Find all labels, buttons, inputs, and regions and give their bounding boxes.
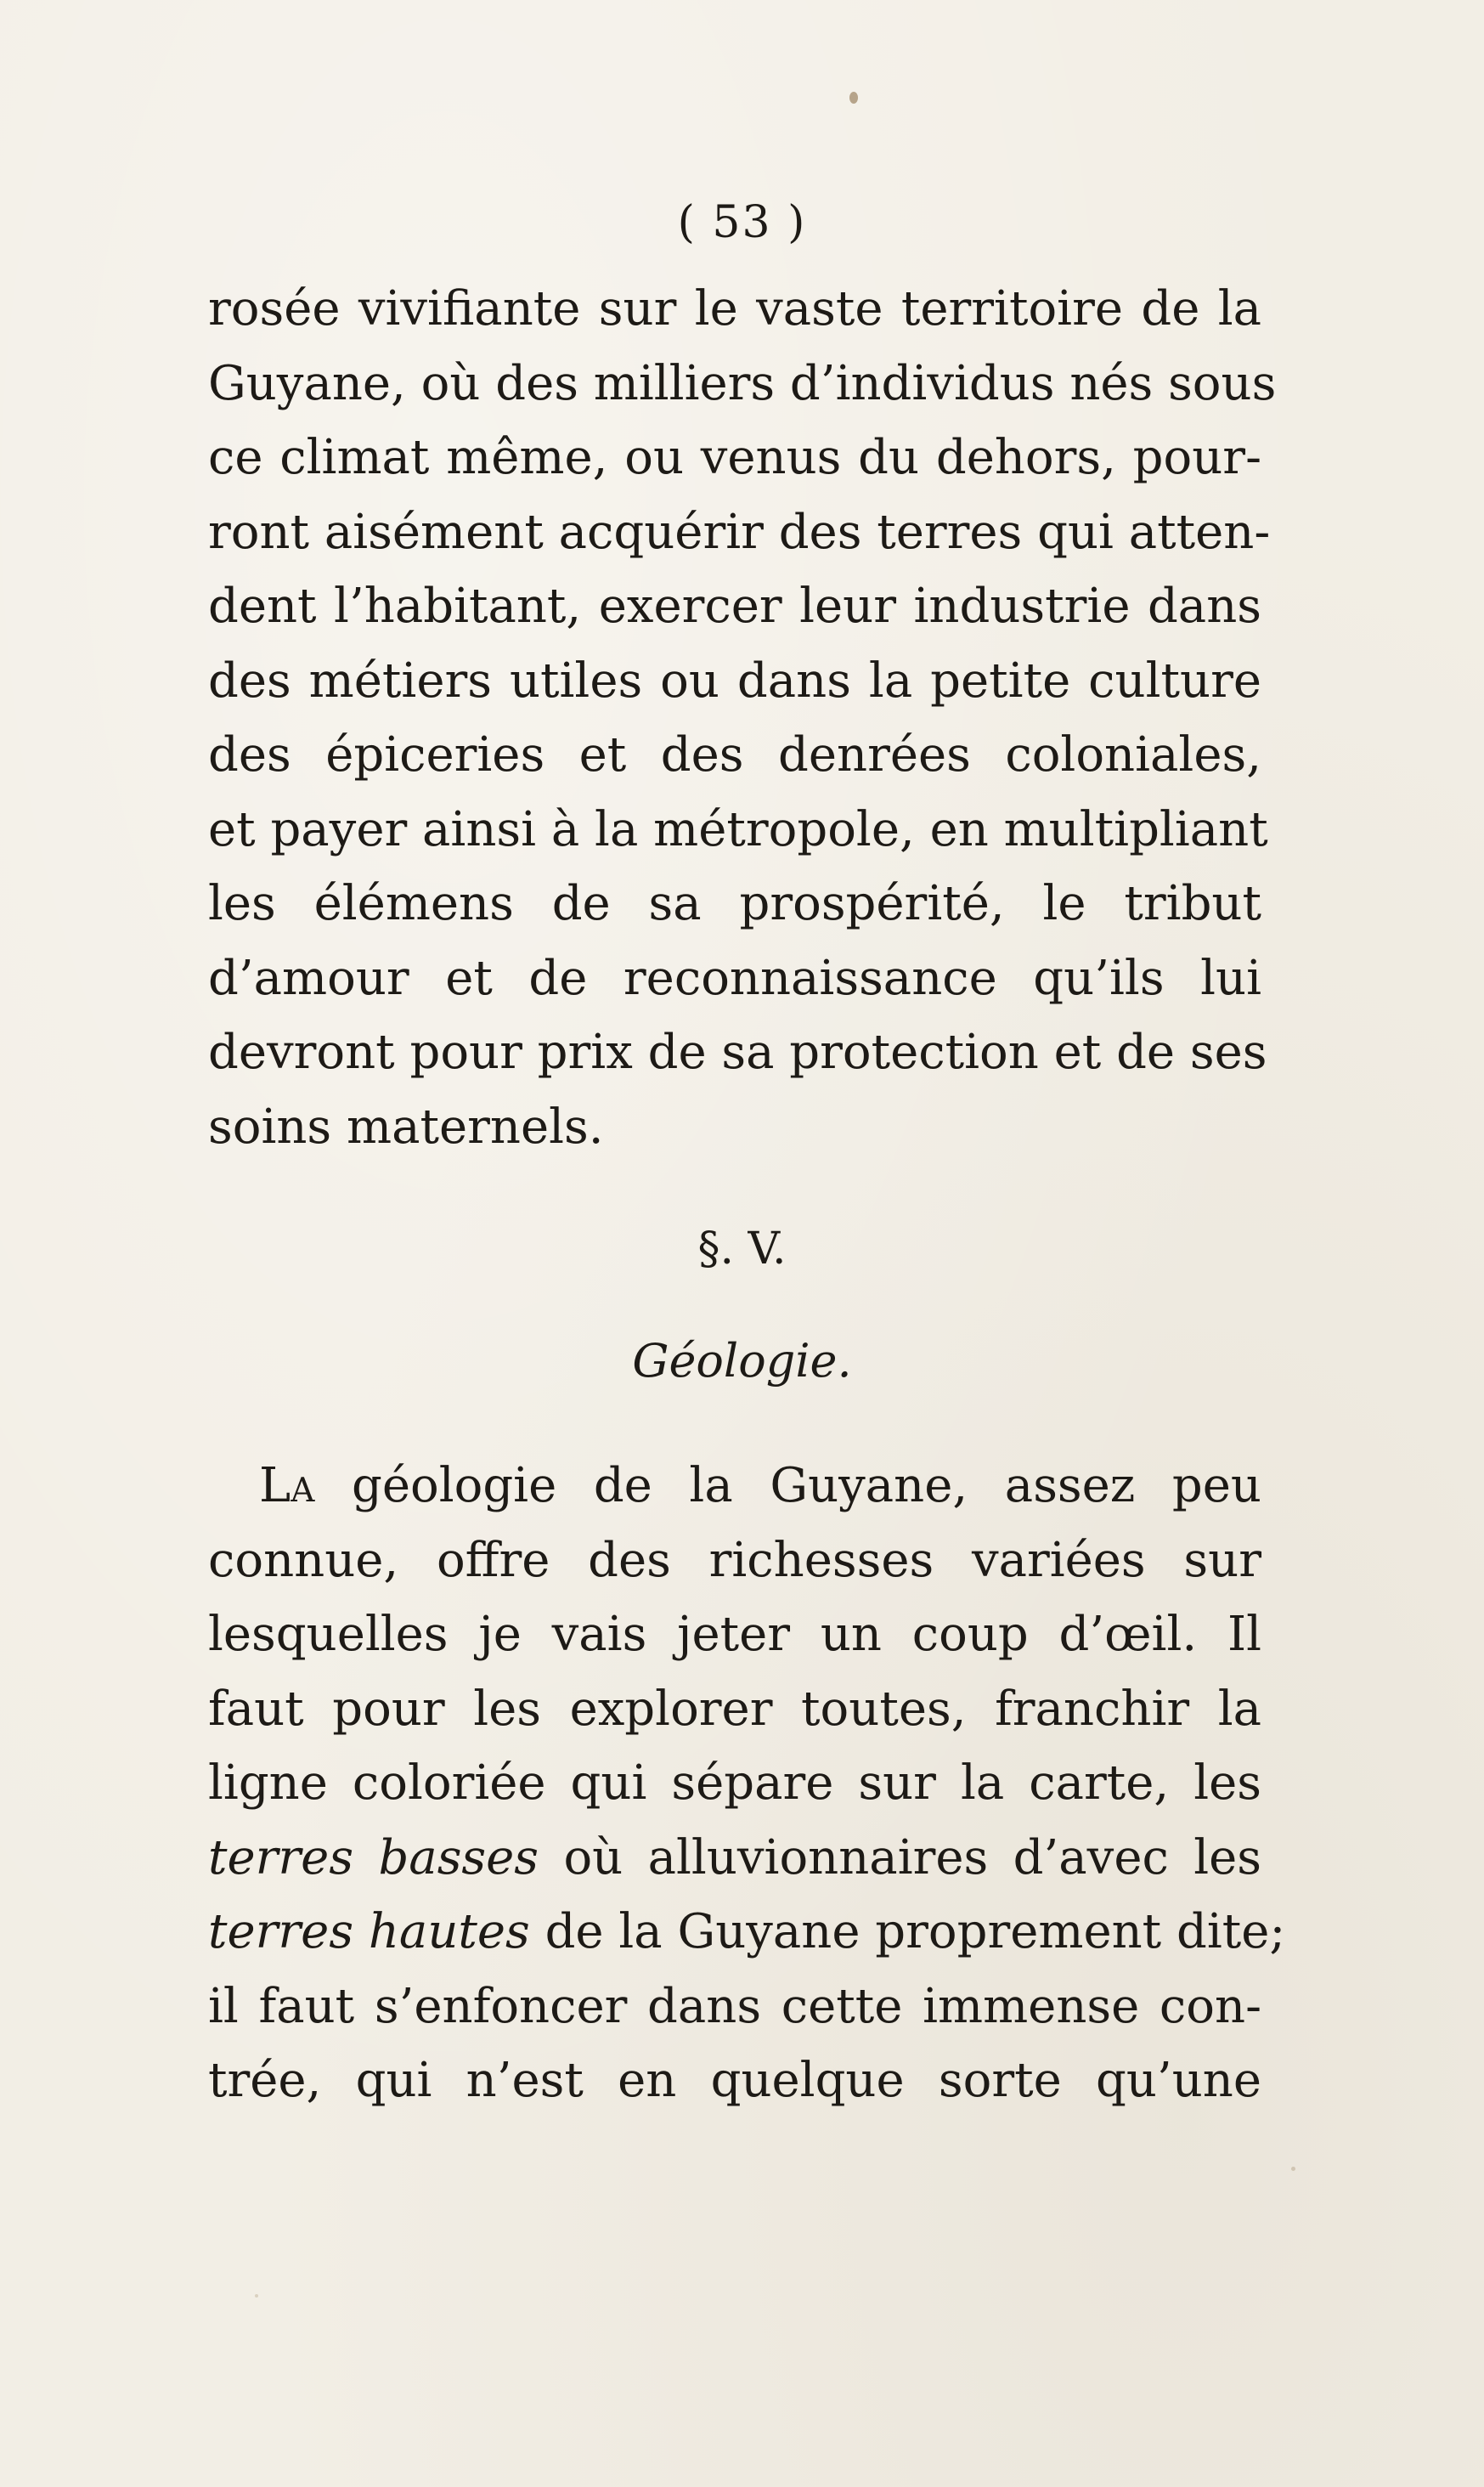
text-line: devront pour prix de sa protection et de ses (208, 1025, 1267, 1080)
continued-paragraph (208, 272, 1277, 1164)
text-line: Guyane, où des milliers d’individus nés sous (208, 355, 1277, 411)
text-line: et payer ainsi à la métropole, en multipliant (208, 801, 1268, 857)
text-line: ce climat même, ou venus du dehors, pour- (208, 430, 1261, 485)
text-line (208, 1821, 1261, 1896)
text-line: les élémens de sa prospérité, le tribut (208, 876, 1261, 931)
text-line: ront aisément acquérir des terres qui atten- (208, 504, 1271, 560)
section-number: §. V. (697, 1224, 787, 1275)
text-line: dent l’habitant, exercer leur industrie dans (208, 579, 1261, 634)
text-line: rosée vivifiante sur le vaste territoire de la (208, 281, 1261, 336)
text-line: des épiceries et des denrées coloniales, (208, 727, 1261, 783)
text-line: d’amour et de reconnaissance qu’ils lui (208, 950, 1261, 1006)
text-line: soins maternels. (208, 1099, 604, 1155)
paper-speck (849, 92, 858, 104)
section-title: Géologie. (632, 1334, 852, 1388)
text-line: faut pour les explorer toutes, franchir la (208, 1681, 1261, 1737)
text-line: il faut s’enfoncer dans cette immense con- (208, 1978, 1261, 2034)
italic-term: terres hautes (208, 1904, 530, 1959)
text-line (208, 1895, 1286, 1970)
text-fragment: géologie de la Guyane, assez peu (351, 1458, 1261, 1513)
text-line: connue, offre des richesses variées sur (208, 1532, 1261, 1588)
text-fragment: où alluvionnaires d’avec les (539, 1829, 1262, 1885)
text-line (208, 1449, 1261, 1523)
drop-word: La (259, 1458, 315, 1513)
text-line: trée, qui n’est en quelque sorte qu’une (208, 2053, 1261, 2108)
page-number: ( 53 ) (677, 197, 807, 248)
italic-term: terres basses (208, 1829, 539, 1885)
text-line: des métiers utiles ou dans la petite culture (208, 653, 1261, 709)
text-line: lesquelles je vais jeter un coup d’œil. Il (208, 1607, 1261, 1662)
paper-speck (255, 2294, 258, 2298)
text-fragment: de la Guyane proprement dite; (529, 1904, 1286, 1959)
paper-speck (1291, 2167, 1295, 2171)
text-line: ligne coloriée qui sépare sur la carte, les (208, 1755, 1261, 1811)
geology-paragraph (208, 1449, 1286, 2118)
